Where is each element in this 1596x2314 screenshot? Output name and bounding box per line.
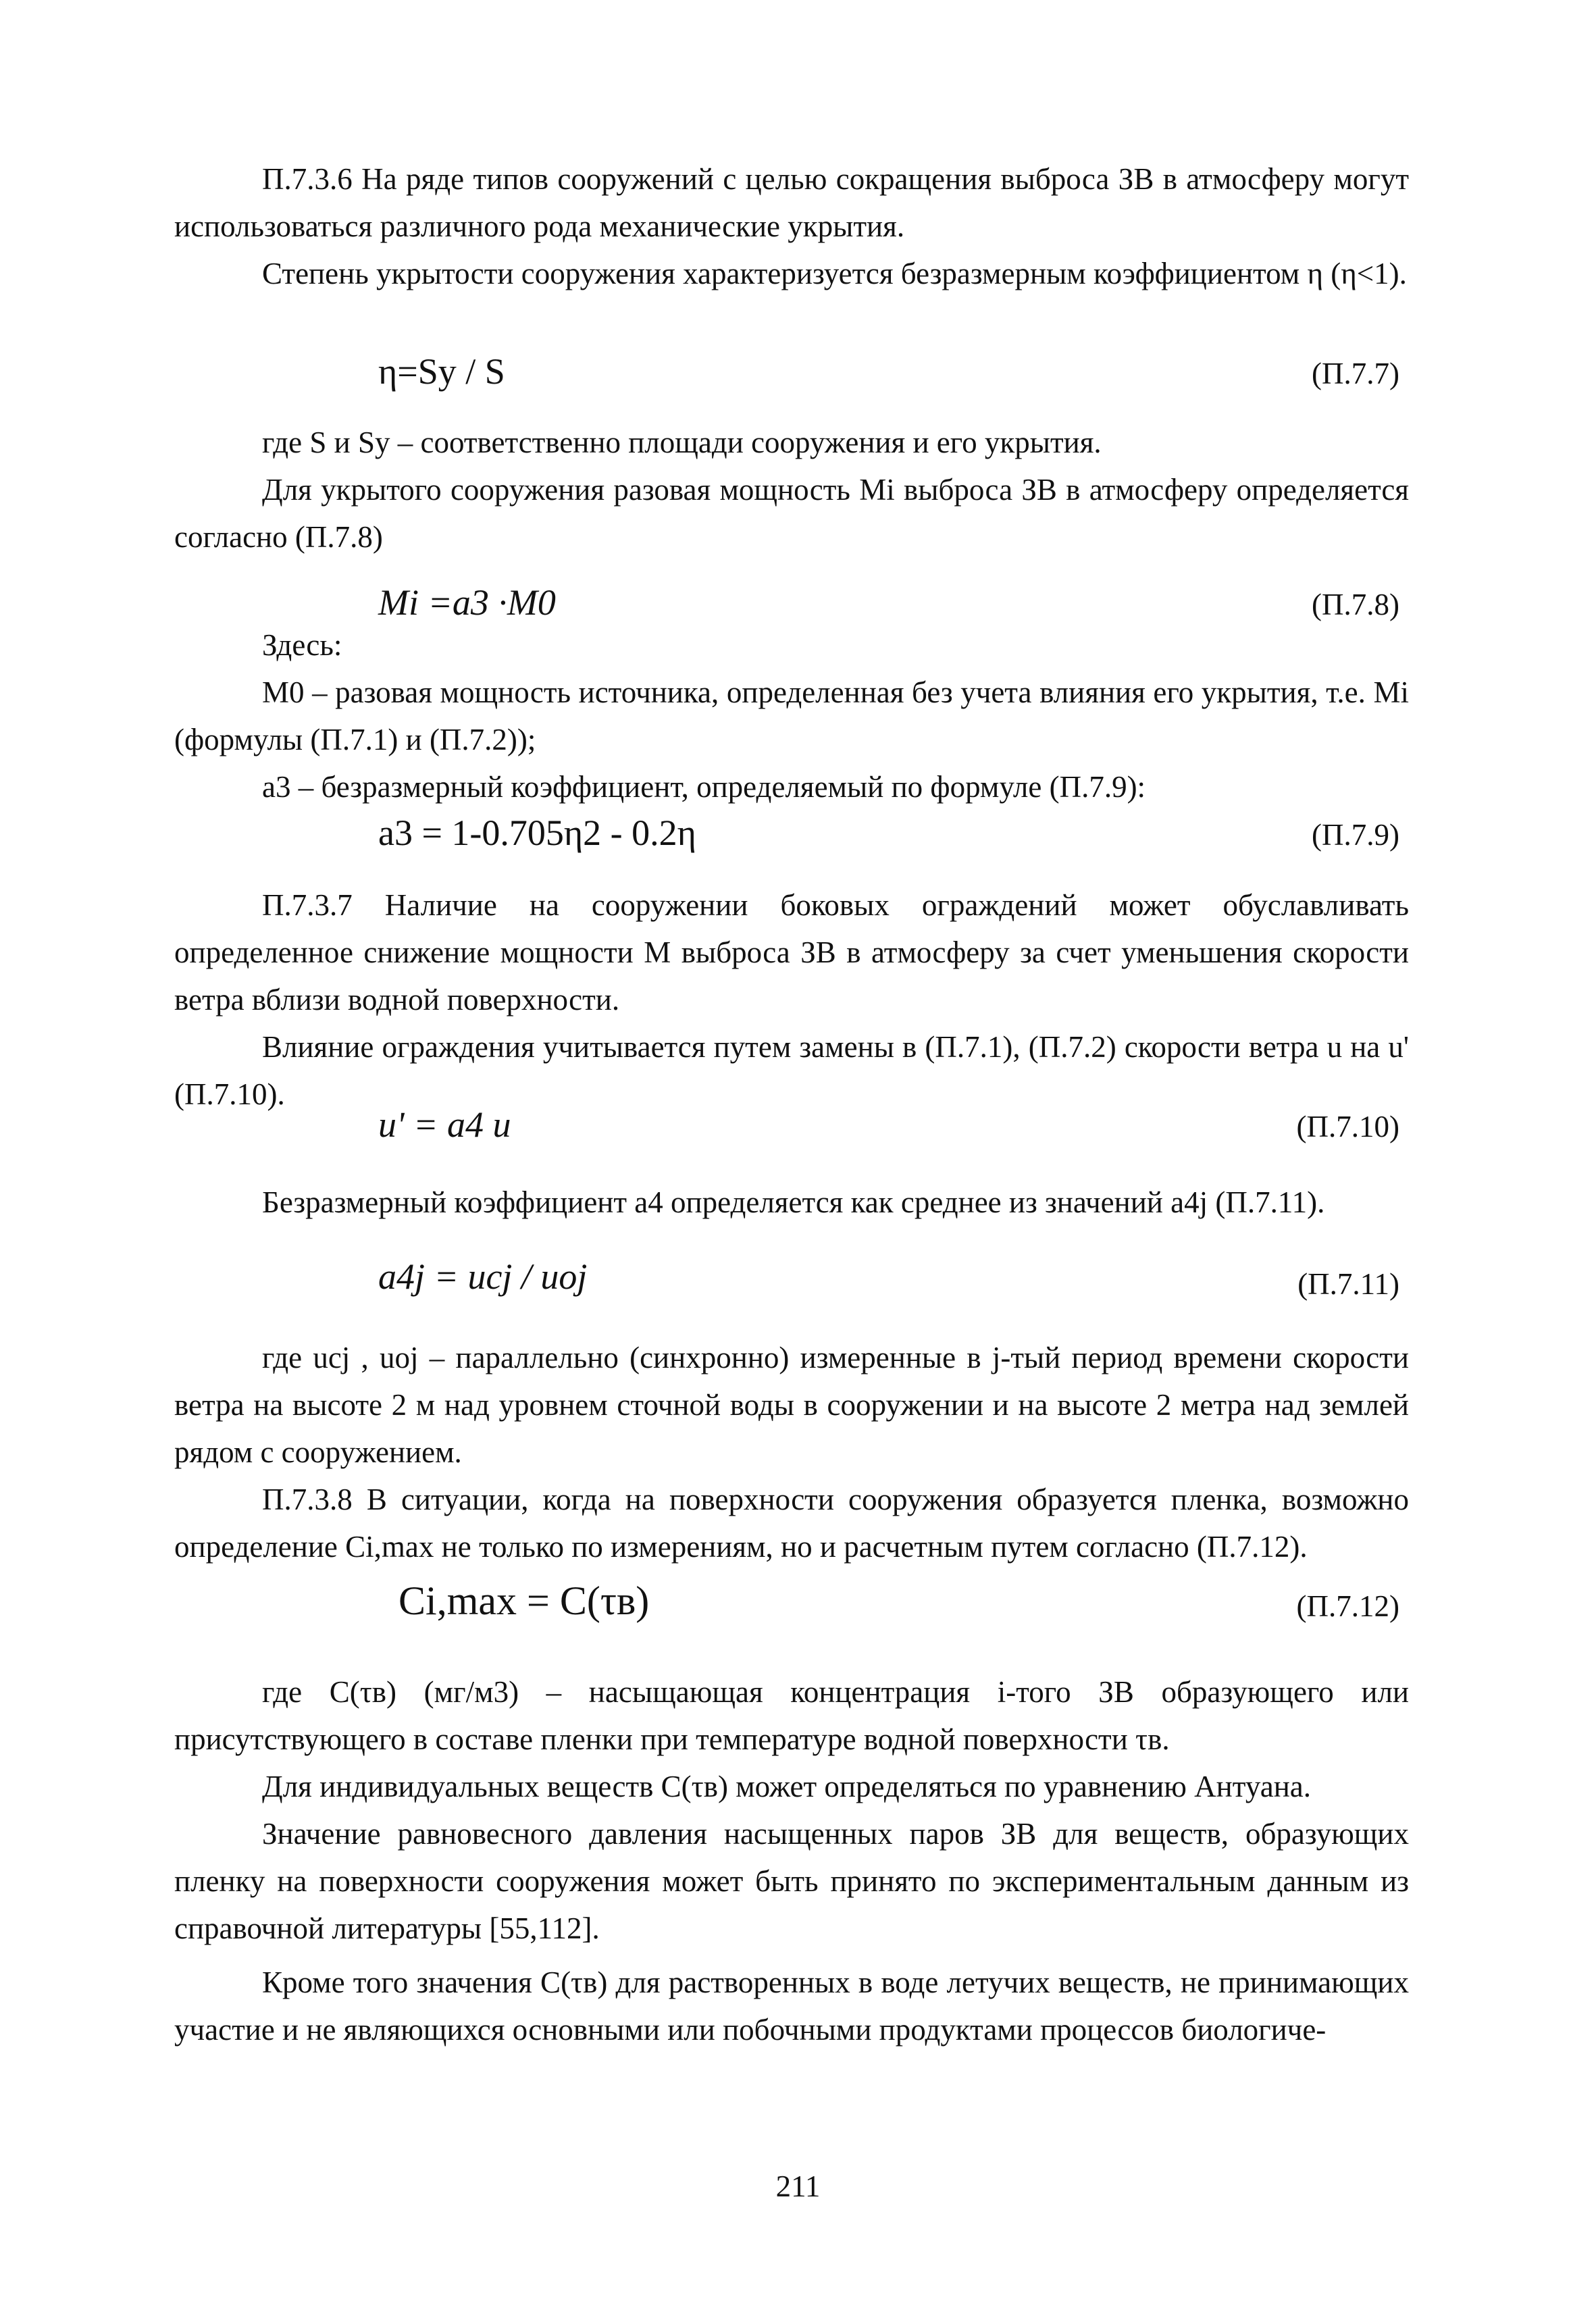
where-s-text: где S и Sу – соответственно площади сооружения и его укрытия.	[262, 426, 1102, 459]
equation-number-p78: (П.7.8)	[1312, 588, 1399, 621]
section-covering	[174, 419, 1409, 561]
zdes-label: Здесь:	[262, 628, 342, 662]
equation-number-p79: (П.7.9)	[1312, 818, 1399, 852]
equation-p77: η=Sу / S	[378, 351, 505, 392]
equation-number-p710: (П.7.10)	[1296, 1110, 1399, 1143]
p736-intro: П.7.3.6 На ряде типов сооружений с целью сокращения выброса ЗВ в атмосферу могут использоваться различного рода механические укрытия.	[174, 162, 1409, 243]
a4-definition: Безразмерный коэффициент a4 определяется как среднее из значений a4j (П.7.11).	[262, 1185, 1325, 1219]
section-definitions	[174, 621, 1409, 811]
section-p736	[174, 155, 1409, 297]
equation-number-p77: (П.7.7)	[1312, 357, 1399, 390]
p737-text: П.7.3.7 Наличие на сооружении боковых ограждений может обуславливать определенное снижение мощности M выброса ЗВ в атмосферу за счет уменьшения скорости ветра вблизи водной поверхности.	[174, 888, 1409, 1017]
equation-p712: Ci,max = C(τв)	[398, 1578, 650, 1623]
also-text: Кроме того значения C(τв) для растворенных в воде летучих веществ, не принимающих участие и не являющихся основными или побочными продуктами процессов биологиче-	[174, 1965, 1409, 2047]
where-u-text: где ucj , uoj – параллельно (синхронно) измеренные в j-тый период времени скорости ветра на высоте 2 м над уровнем сточной воды в сооружении и на высоте 2 метра над землей рядом с сооружением.	[174, 1341, 1409, 1469]
equation-p711: a4j = ucj / uoj	[378, 1256, 588, 1297]
where-c-text: где C(τв) (мг/м3) – насыщающая концентрация i-того ЗВ образующего или присутствующего в составе пленки при температуре водной поверхности τв.	[174, 1675, 1409, 1756]
equation-p710: u' = a4 u	[378, 1104, 511, 1145]
page-number: 211	[775, 2169, 821, 2203]
m0-definition: M0 – разовая мощность источника, определенная без учета влияния его укрытия, т.е. Mi (формулы (П.7.1) и (П.7.2));	[174, 675, 1409, 756]
equation-p78: Mi =a3 ·M0	[378, 582, 556, 623]
equation-p79: a3 = 1-0.705η2 - 0.2η	[378, 813, 696, 853]
a3-definition: a3 – безразмерный коэффициент, определяемый по формуле (П.7.9):	[262, 770, 1146, 804]
section-film	[174, 1668, 1409, 2053]
p738-text: П.7.3.8 В ситуации, когда на поверхности сооружения образуется пленка, возможно определение Ci,max не только по измерениям, но и расчетным путем согласно (П.7.12).	[174, 1483, 1409, 1564]
section-wind	[174, 1334, 1409, 1570]
pressure-text: Значение равновесного давления насыщенных паров ЗВ для веществ, образующих пленку на поверхности сооружения может быть принято по экспериментальным данным из справочной литературы [55,112].	[174, 1817, 1409, 1945]
section-p737	[174, 881, 1409, 1118]
covered-mi-text: Для укрытого сооружения разовая мощность Mi выброса ЗВ в атмосферу определяется согласно (П.7.8)	[174, 473, 1409, 554]
equation-number-p711: (П.7.11)	[1297, 1267, 1399, 1301]
antoine-text: Для индивидуальных веществ C(τв) может определяться по уравнению Антуана.	[262, 1770, 1312, 1803]
p737-replacement: Влияние ограждения учитывается путем замены в (П.7.1), (П.7.2) скорости ветра u на u' (П.7.10).	[174, 1030, 1409, 1111]
section-a4	[174, 1179, 1409, 1226]
p736-coefficient: Степень укрытости сооружения характеризуется безразмерным коэффициентом η (η<1).	[262, 257, 1407, 290]
equation-number-p712: (П.7.12)	[1296, 1589, 1399, 1623]
